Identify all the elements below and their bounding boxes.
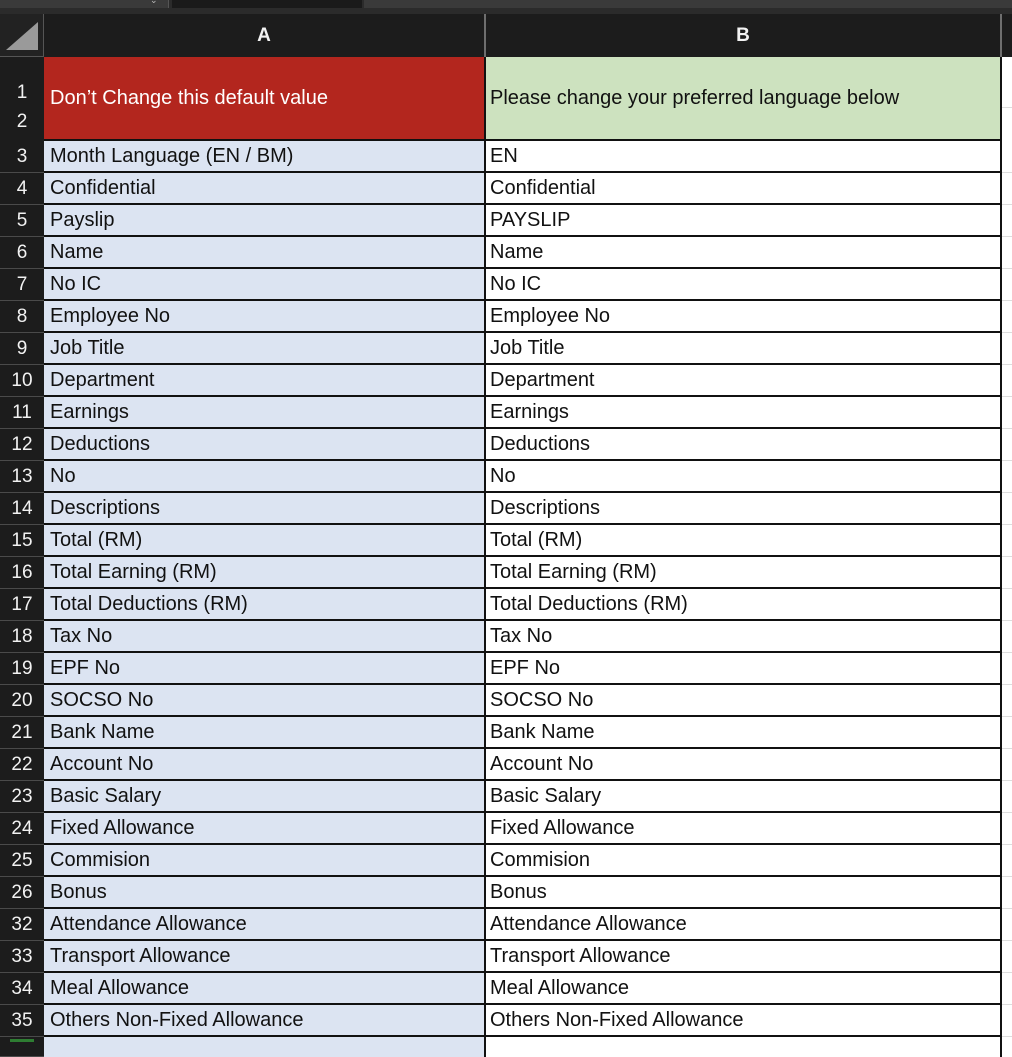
table-row: [0, 909, 1012, 941]
cell-a[interactable]: Bonus: [44, 877, 486, 909]
cell-c[interactable]: [1002, 941, 1012, 973]
table-row: [0, 557, 1012, 589]
cell-a[interactable]: EPF No: [44, 653, 486, 685]
formula-bar[interactable]: [364, 0, 1012, 8]
table-row: [0, 781, 1012, 813]
cell-c[interactable]: [1002, 589, 1012, 621]
cell-b[interactable]: Meal Allowance: [486, 973, 1002, 1005]
table-row: [0, 269, 1012, 301]
table-row: [0, 461, 1012, 493]
cell-b[interactable]: Descriptions: [486, 493, 1002, 525]
cell-a[interactable]: Total (RM): [44, 525, 486, 557]
cell-a[interactable]: Month Language (EN / BM): [44, 141, 486, 173]
cell-a[interactable]: Attendance Allowance: [44, 909, 486, 941]
cell-c[interactable]: [1002, 461, 1012, 493]
cell-c[interactable]: [1002, 237, 1012, 269]
row-number[interactable]: 13: [0, 461, 44, 493]
row-headers-1-2[interactable]: [0, 57, 44, 141]
cell-b[interactable]: Confidential: [486, 173, 1002, 205]
table-row: [0, 749, 1012, 781]
cell-b[interactable]: Account No: [486, 749, 1002, 781]
cell-c[interactable]: [1002, 717, 1012, 749]
cell-c[interactable]: [1002, 269, 1012, 301]
row-number[interactable]: 34: [0, 973, 44, 1005]
row-number[interactable]: 1: [16, 82, 28, 103]
cell-a[interactable]: Descriptions: [44, 493, 486, 525]
cell-c[interactable]: [1002, 493, 1012, 525]
cell-c[interactable]: [1002, 525, 1012, 557]
row-number[interactable]: 22: [0, 749, 44, 781]
cell-a[interactable]: Transport Allowance: [44, 941, 486, 973]
chevron-down-icon[interactable]: ⌄: [150, 0, 158, 6]
cell-c[interactable]: [1002, 397, 1012, 429]
row-number[interactable]: 21: [0, 717, 44, 749]
cell-c[interactable]: [1002, 429, 1012, 461]
column-header-b[interactable]: B: [486, 14, 1002, 57]
table-row: [0, 941, 1012, 973]
cell-b[interactable]: Total Earning (RM): [486, 557, 1002, 589]
table-row: [0, 397, 1012, 429]
table-row: [0, 429, 1012, 461]
row-number[interactable]: 35: [0, 1005, 44, 1037]
cell-b[interactable]: Total Deductions (RM): [486, 589, 1002, 621]
cell-a[interactable]: Total Earning (RM): [44, 557, 486, 589]
table-row: [0, 493, 1012, 525]
row-number[interactable]: 16: [0, 557, 44, 589]
header-cell-b[interactable]: Please change your preferred language below: [486, 57, 1002, 141]
name-box[interactable]: [0, 0, 169, 8]
cell-c[interactable]: [1002, 973, 1012, 1005]
table-row: [0, 237, 1012, 269]
row-number[interactable]: 18: [0, 621, 44, 653]
cell-b[interactable]: Name: [486, 237, 1002, 269]
header-cell-a[interactable]: Don’t Change this default value: [44, 57, 486, 141]
cell-b[interactable]: Bank Name: [486, 717, 1002, 749]
table-row: [0, 1005, 1012, 1037]
cell-b[interactable]: Deductions: [486, 429, 1002, 461]
row-number-partial[interactable]: [0, 1037, 44, 1057]
table-row-partial: [0, 1037, 1012, 1057]
cell-b[interactable]: Attendance Allowance: [486, 909, 1002, 941]
table-row: [0, 173, 1012, 205]
cell-b[interactable]: No: [486, 461, 1002, 493]
row-number[interactable]: 20: [0, 685, 44, 717]
cell-a[interactable]: Confidential: [44, 173, 486, 205]
row-number[interactable]: 32: [0, 909, 44, 941]
cell-a[interactable]: Account No: [44, 749, 486, 781]
table-row: [0, 685, 1012, 717]
cell-c[interactable]: [1002, 781, 1012, 813]
cell-a[interactable]: Payslip: [44, 205, 486, 237]
cell-a[interactable]: Earnings: [44, 397, 486, 429]
row-number[interactable]: 9: [0, 333, 44, 365]
cell-c[interactable]: [1002, 749, 1012, 781]
table-row: [0, 589, 1012, 621]
row-number[interactable]: 26: [0, 877, 44, 909]
cell-b[interactable]: EPF No: [486, 653, 1002, 685]
cell-a[interactable]: Tax No: [44, 621, 486, 653]
cell-c[interactable]: [1002, 141, 1012, 173]
table-row: [0, 365, 1012, 397]
cell-b[interactable]: Tax No: [486, 621, 1002, 653]
header-cell-c[interactable]: [1002, 57, 1012, 141]
row-number[interactable]: 23: [0, 781, 44, 813]
cell-b[interactable]: Bonus: [486, 877, 1002, 909]
cell-a[interactable]: Employee No: [44, 301, 486, 333]
row-number[interactable]: 7: [0, 269, 44, 301]
cell-a[interactable]: Commision: [44, 845, 486, 877]
cell-c[interactable]: [1002, 621, 1012, 653]
row-number[interactable]: 12: [0, 429, 44, 461]
cell-b[interactable]: EN: [486, 141, 1002, 173]
row-number[interactable]: 4: [0, 173, 44, 205]
column-header-c[interactable]: [1002, 14, 1012, 57]
cell-c[interactable]: [1002, 205, 1012, 237]
cell-a[interactable]: No: [44, 461, 486, 493]
cell-c[interactable]: [1002, 557, 1012, 589]
formula-separator: [172, 0, 362, 8]
cell-c[interactable]: [1002, 845, 1012, 877]
data-rows: [0, 141, 1012, 1037]
row-number[interactable]: 8: [0, 301, 44, 333]
cell-a-partial[interactable]: [44, 1037, 486, 1057]
table-row: [0, 301, 1012, 333]
cell-b[interactable]: Employee No: [486, 301, 1002, 333]
cell-b[interactable]: Earnings: [486, 397, 1002, 429]
cell-c[interactable]: [1002, 685, 1012, 717]
spreadsheet-grid: [0, 14, 1012, 1046]
select-all-icon: [6, 22, 38, 50]
cell-b[interactable]: Transport Allowance: [486, 941, 1002, 973]
cell-a[interactable]: Total Deductions (RM): [44, 589, 486, 621]
cell-c[interactable]: [1002, 653, 1012, 685]
row-number[interactable]: 15: [0, 525, 44, 557]
row-number[interactable]: 6: [0, 237, 44, 269]
row-number[interactable]: 2: [16, 111, 28, 132]
cell-a[interactable]: Deductions: [44, 429, 486, 461]
cell-c[interactable]: [1002, 173, 1012, 205]
cell-c[interactable]: [1002, 1005, 1012, 1037]
cell-a[interactable]: Job Title: [44, 333, 486, 365]
row-number[interactable]: 14: [0, 493, 44, 525]
row-number[interactable]: 19: [0, 653, 44, 685]
cell-a[interactable]: Others Non-Fixed Allowance: [44, 1005, 486, 1037]
row-number[interactable]: 5: [0, 205, 44, 237]
cell-b[interactable]: Fixed Allowance: [486, 813, 1002, 845]
cell-a[interactable]: Bank Name: [44, 717, 486, 749]
select-all-button[interactable]: [0, 14, 44, 57]
cell-b[interactable]: Job Title: [486, 333, 1002, 365]
row-number[interactable]: 33: [0, 941, 44, 973]
row-number[interactable]: 24: [0, 813, 44, 845]
table-row: [0, 333, 1012, 365]
selection-marker: [10, 1039, 34, 1042]
row-number[interactable]: 25: [0, 845, 44, 877]
cell-b-partial[interactable]: [486, 1037, 1002, 1057]
cell-a[interactable]: Meal Allowance: [44, 973, 486, 1005]
cell-b[interactable]: SOCSO No: [486, 685, 1002, 717]
cell-b[interactable]: Commision: [486, 845, 1002, 877]
cell-a[interactable]: SOCSO No: [44, 685, 486, 717]
cell-c[interactable]: [1002, 877, 1012, 909]
cell-a[interactable]: Department: [44, 365, 486, 397]
cell-a[interactable]: Name: [44, 237, 486, 269]
column-header-a[interactable]: A: [44, 14, 486, 57]
rows-container: [0, 57, 1012, 1057]
cell-c[interactable]: [1002, 333, 1012, 365]
table-row: [0, 205, 1012, 237]
cell-c[interactable]: [1002, 813, 1012, 845]
cell-c-partial[interactable]: [1002, 1037, 1012, 1057]
cell-b[interactable]: Basic Salary: [486, 781, 1002, 813]
cell-a[interactable]: No IC: [44, 269, 486, 301]
row-number[interactable]: 17: [0, 589, 44, 621]
cell-a[interactable]: Fixed Allowance: [44, 813, 486, 845]
cell-b[interactable]: PAYSLIP: [486, 205, 1002, 237]
cell-c[interactable]: [1002, 909, 1012, 941]
table-row: [0, 525, 1012, 557]
table-row: [0, 717, 1012, 749]
cell-b[interactable]: Department: [486, 365, 1002, 397]
row-number[interactable]: 3: [0, 141, 44, 173]
cell-c[interactable]: [1002, 365, 1012, 397]
table-row: [0, 813, 1012, 845]
cell-b[interactable]: Others Non-Fixed Allowance: [486, 1005, 1002, 1037]
table-row: [0, 973, 1012, 1005]
cell-c[interactable]: [1002, 301, 1012, 333]
header-row: [0, 57, 1012, 141]
cell-a[interactable]: Basic Salary: [44, 781, 486, 813]
cell-b[interactable]: Total (RM): [486, 525, 1002, 557]
row-number[interactable]: 10: [0, 365, 44, 397]
table-row: [0, 653, 1012, 685]
cell-b[interactable]: No IC: [486, 269, 1002, 301]
table-row: [0, 845, 1012, 877]
toolbar-strip: [0, 0, 1012, 14]
row-number[interactable]: 11: [0, 397, 44, 429]
table-row: [0, 621, 1012, 653]
table-row: [0, 141, 1012, 173]
table-row: [0, 877, 1012, 909]
